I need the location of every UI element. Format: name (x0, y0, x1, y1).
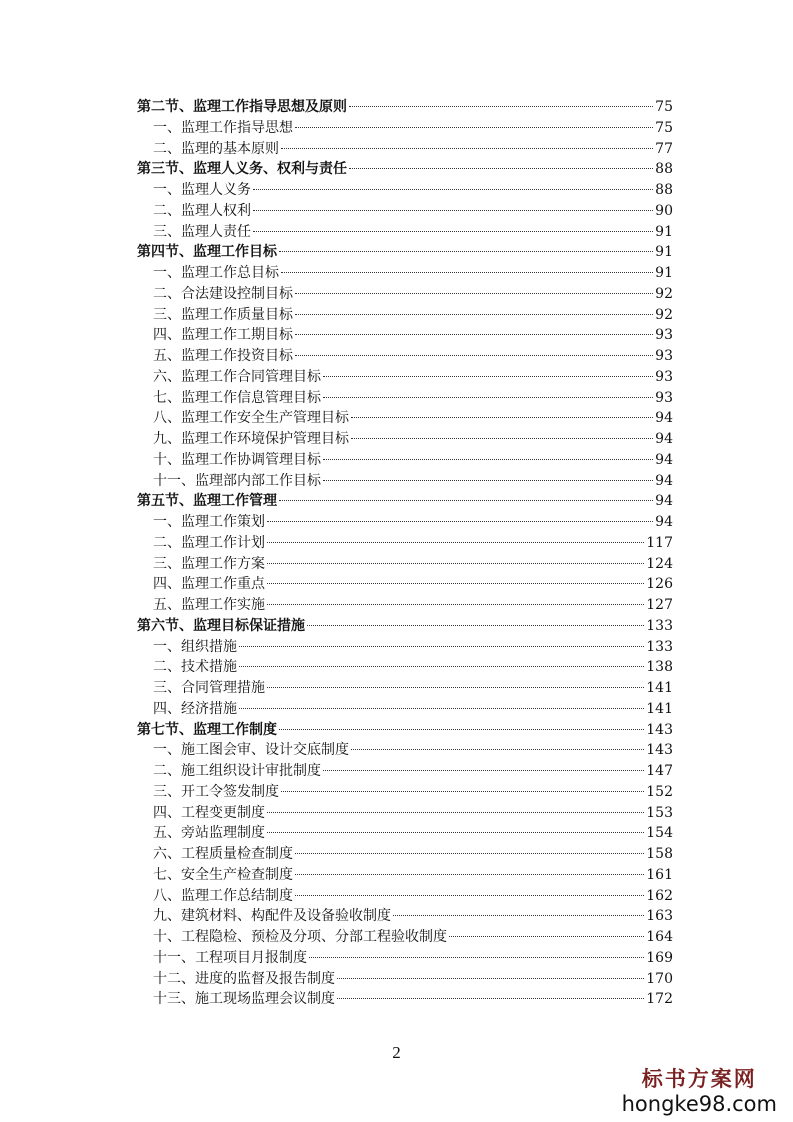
toc-item-row[interactable] (137, 533, 673, 554)
toc-entry-title: 八、监理工作安全生产管理目标 (153, 410, 349, 427)
toc-entry-page: 75 (655, 99, 673, 115)
toc-section-row[interactable] (137, 97, 673, 118)
toc-item-row[interactable] (137, 803, 673, 824)
toc-dot-leader (295, 334, 653, 335)
toc-dot-leader (267, 563, 644, 564)
toc-dot-leader (267, 542, 644, 543)
toc-item-row[interactable] (137, 408, 673, 429)
toc-entry-title: 四、监理工作工期目标 (153, 327, 293, 344)
toc-entry-page: 143 (646, 721, 673, 738)
toc-dot-leader (351, 749, 644, 750)
toc-item-row[interactable] (137, 989, 673, 1010)
toc-entry-title: 七、安全生产检查制度 (153, 866, 293, 883)
toc-entry-title: 三、监理人责任 (153, 223, 251, 240)
toc-dot-leader (267, 583, 644, 584)
watermark-url: hongke98.com (621, 1092, 777, 1116)
toc-item-row[interactable] (137, 512, 673, 533)
toc-entry-title: 六、监理工作合同管理目标 (153, 368, 321, 385)
toc-entry-title: 八、监理工作总结制度 (153, 887, 293, 904)
toc-item-row[interactable] (137, 305, 673, 326)
toc-dot-leader (253, 210, 653, 211)
toc-dot-leader (267, 521, 653, 522)
toc-entry-page: 141 (646, 700, 673, 717)
toc-entry-page: 161 (646, 866, 673, 883)
toc-item-row[interactable] (137, 595, 673, 616)
toc-entry-page: 162 (646, 887, 673, 904)
toc-entry-page: 138 (646, 659, 673, 676)
toc-entry-title: 二、监理人权利 (153, 202, 251, 219)
toc-dot-leader (323, 376, 653, 377)
toc-item-row[interactable] (137, 429, 673, 450)
toc-entry-title: 一、监理工作策划 (153, 514, 265, 530)
toc-entry-title: 一、施工图会审、设计交底制度 (153, 742, 349, 759)
toc-dot-leader (351, 438, 653, 439)
toc-dot-leader (253, 231, 653, 232)
toc-item-row[interactable] (137, 388, 673, 409)
toc-item-row[interactable] (137, 678, 673, 699)
toc-dot-leader (295, 874, 644, 875)
toc-item-row[interactable] (137, 740, 673, 761)
toc-dot-leader (295, 293, 653, 294)
toc-entry-title: 十一、监理部内部工作目标 (153, 472, 321, 489)
toc-dot-leader (279, 251, 653, 252)
toc-entry-title: 九、建筑材料、构配件及设备验收制度 (153, 908, 391, 925)
toc-entry-page: 117 (646, 534, 673, 551)
toc-entry-title: 一、监理人义务 (153, 182, 251, 198)
toc-entry-title: 五、旁站监理制度 (153, 825, 265, 842)
toc-item-row[interactable] (137, 367, 673, 388)
toc-entry-title: 五、监理工作实施 (153, 597, 265, 613)
toc-entry-page: 126 (646, 576, 673, 593)
toc-entry-title: 一、监理工作指导思想 (153, 119, 293, 136)
toc-entry-title: 十、工程隐检、预检及分项、分部工程验收制度 (153, 929, 447, 945)
toc-entry-title: 四、监理工作重点 (153, 576, 265, 593)
toc-dot-leader (295, 853, 644, 854)
toc-dot-leader (295, 895, 644, 896)
toc-dot-leader (239, 646, 644, 647)
toc-entry-page: 91 (655, 265, 673, 281)
toc-item-row[interactable] (137, 699, 673, 720)
toc-section-row[interactable] (137, 720, 673, 741)
toc-dot-leader (295, 355, 653, 356)
toc-item-row[interactable] (137, 844, 673, 865)
toc-dot-leader (279, 729, 644, 730)
toc-section-row[interactable] (137, 616, 673, 637)
toc-entry-page: 94 (655, 514, 673, 530)
toc-entry-title: 第五节、监理工作管理 (137, 493, 277, 510)
toc-entry-title: 三、开工令签发制度 (153, 783, 279, 800)
toc-dot-leader (323, 480, 653, 481)
toc-item-row[interactable] (137, 346, 673, 367)
toc-dot-leader (393, 915, 644, 916)
toc-item-row[interactable] (137, 886, 673, 907)
toc-entry-page: 88 (655, 161, 673, 178)
toc-entry-title: 十二、进度的监督及报告制度 (153, 970, 335, 987)
toc-entry-page: 169 (646, 949, 673, 966)
toc-entry-title: 七、监理工作信息管理目标 (153, 389, 321, 406)
toc-entry-page: 91 (655, 223, 673, 240)
toc-entry-page: 127 (646, 597, 673, 613)
toc-item-row[interactable] (137, 761, 673, 782)
toc-item-row[interactable] (137, 637, 673, 658)
toc-dot-leader (267, 812, 644, 813)
toc-entry-page: 133 (646, 638, 673, 655)
toc-entry-title: 三、监理工作方案 (153, 555, 265, 572)
watermark-text: 标书方案网 (641, 1066, 757, 1091)
toc-entry-page: 141 (646, 680, 673, 696)
page-number: 2 (392, 1043, 401, 1062)
toc-entry-page: 75 (655, 119, 673, 136)
toc-dot-leader (349, 106, 653, 107)
toc-item-row[interactable] (137, 263, 673, 284)
toc-item-row[interactable] (137, 574, 673, 595)
toc-item-row[interactable] (137, 139, 673, 160)
toc-dot-leader (323, 459, 653, 460)
toc-dot-leader (281, 791, 644, 792)
toc-item-row[interactable] (137, 906, 673, 927)
toc-item-row[interactable] (137, 118, 673, 139)
toc-dot-leader (307, 625, 644, 626)
toc-entry-page: 94 (655, 472, 673, 489)
toc-section-row[interactable] (137, 491, 673, 512)
toc-entry-page: 170 (646, 970, 673, 987)
toc-section-row[interactable] (137, 159, 673, 180)
toc-item-row[interactable] (137, 222, 673, 243)
toc-item-row[interactable] (137, 325, 673, 346)
toc-entry-title: 四、工程变更制度 (153, 804, 265, 821)
toc-entry-page: 154 (646, 825, 673, 842)
toc-entry-title: 十三、施工现场监理会议制度 (153, 991, 335, 1008)
toc-item-row[interactable] (137, 927, 673, 948)
toc-item-row[interactable] (137, 823, 673, 844)
toc-dot-leader (337, 998, 644, 999)
toc-item-row[interactable] (137, 948, 673, 969)
toc-entry-title: 第二节、监理工作指导思想及原则 (137, 99, 347, 115)
toc-entry-title: 二、监理的基本原则 (153, 140, 279, 157)
toc-entry-title: 十一、工程项目月报制度 (153, 949, 307, 966)
toc-entry-page: 88 (655, 182, 673, 198)
toc-entry-page: 153 (646, 804, 673, 821)
toc-entry-page: 94 (655, 431, 673, 447)
watermark (622, 1066, 777, 1116)
toc-entry-page: 93 (655, 368, 673, 385)
toc-entry-page: 93 (655, 348, 673, 364)
toc-entry-page: 91 (655, 244, 673, 261)
toc-entry-page: 90 (655, 202, 673, 219)
toc-entry-page: 163 (646, 908, 673, 925)
toc-entry-page: 164 (646, 929, 673, 945)
toc-entry-page: 152 (646, 783, 673, 800)
toc-entry-page: 143 (646, 742, 673, 759)
toc-dot-leader (323, 770, 644, 771)
toc-entry-title: 第四节、监理工作目标 (137, 244, 277, 261)
toc-dot-leader (253, 189, 653, 190)
toc-dot-leader (239, 666, 644, 667)
toc-entry-page: 147 (646, 763, 673, 779)
toc-entry-page: 93 (655, 389, 673, 406)
toc-entry-page: 94 (655, 451, 673, 468)
toc-entry-title: 一、监理工作总目标 (153, 265, 279, 281)
toc-dot-leader (309, 957, 644, 958)
toc-dot-leader (351, 417, 653, 418)
toc-dot-leader (281, 148, 653, 149)
toc-entry-title: 二、合法建设控制目标 (153, 285, 293, 302)
toc-dot-leader (279, 500, 653, 501)
toc-dot-leader (267, 687, 644, 688)
toc-entry-title: 二、技术措施 (153, 659, 237, 676)
toc-entry-title: 十、监理工作协调管理目标 (153, 451, 321, 468)
toc-entry-title: 一、组织措施 (153, 638, 237, 655)
toc-entry-page: 94 (655, 410, 673, 427)
toc-dot-leader (295, 314, 653, 315)
toc-entry-title: 二、施工组织设计审批制度 (153, 763, 321, 779)
toc-item-row[interactable] (137, 450, 673, 471)
toc-entry-page: 92 (655, 285, 673, 302)
toc-item-row[interactable] (137, 284, 673, 305)
toc-entry-title: 第六节、监理目标保证措施 (137, 617, 305, 634)
toc-item-row[interactable] (137, 180, 673, 201)
toc-entry-title: 第七节、监理工作制度 (137, 721, 277, 738)
toc-entry-page: 92 (655, 306, 673, 323)
toc-item-row[interactable] (137, 969, 673, 990)
toc-dot-leader (323, 397, 653, 398)
toc-entry-page: 94 (655, 493, 673, 510)
toc-dot-leader (449, 936, 644, 937)
toc-entry-page: 77 (655, 140, 673, 157)
toc-dot-leader (349, 168, 653, 169)
toc-entry-page: 172 (646, 991, 673, 1008)
toc-dot-leader (239, 708, 644, 709)
toc-entry-title: 五、监理工作投资目标 (153, 348, 293, 364)
toc-entry-title: 第三节、监理人义务、权利与责任 (137, 161, 347, 178)
toc-entry-title: 三、合同管理措施 (153, 680, 265, 696)
toc-item-row[interactable] (137, 201, 673, 222)
toc-entry-page: 124 (646, 555, 673, 572)
toc-entry-page: 133 (646, 617, 673, 634)
toc-entry-title: 六、工程质量检查制度 (153, 846, 293, 862)
toc-entry-page: 158 (646, 846, 673, 862)
toc-item-row[interactable] (137, 471, 673, 492)
toc-dot-leader (267, 832, 644, 833)
toc-item-row[interactable] (137, 782, 673, 803)
toc-section-row[interactable] (137, 242, 673, 263)
toc-dot-leader (295, 127, 653, 128)
toc-item-row[interactable] (137, 657, 673, 678)
toc-entry-title: 三、监理工作质量目标 (153, 306, 293, 323)
toc-dot-leader (337, 978, 644, 979)
toc-dot-leader (281, 272, 653, 273)
toc-entry-title: 九、监理工作环境保护管理目标 (153, 431, 349, 447)
toc-item-row[interactable] (137, 554, 673, 575)
toc-entry-page: 93 (655, 327, 673, 344)
table-of-contents (137, 97, 673, 1010)
toc-dot-leader (267, 604, 644, 605)
toc-item-row[interactable] (137, 865, 673, 886)
toc-entry-title: 四、经济措施 (153, 700, 237, 717)
toc-entry-title: 二、监理工作计划 (153, 534, 265, 551)
